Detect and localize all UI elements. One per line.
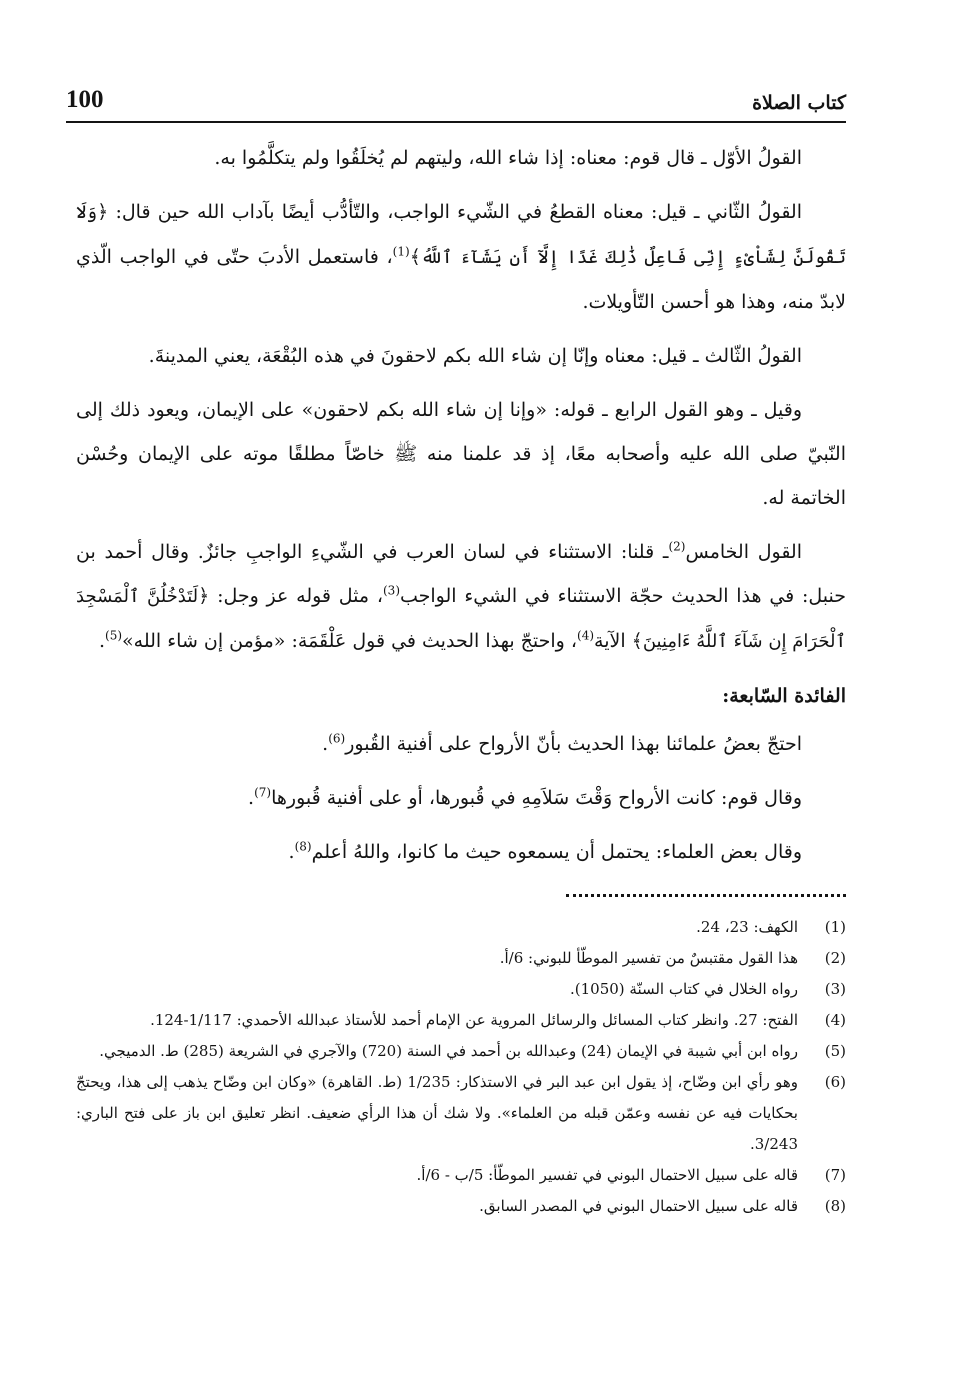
running-title: كتاب الصلاة	[752, 92, 846, 114]
footnote-text: قاله على سبيل الاحتمال البوني في تفسير الموطّأ: 5/ب - 6/أ.	[416, 1166, 798, 1184]
footnote-ref[interactable]: (2)	[668, 539, 686, 554]
section-heading: الفائدة السّابعة:	[722, 685, 846, 707]
footnote-item	[76, 1067, 846, 1160]
footnote-item	[76, 1191, 846, 1222]
footnote-text: الفتح: 27. وانظر كتاب المسائل والرسائل المروية عن الإمام أحمد للأستاذ عبدالله الأحمدي: 1/117-124.	[150, 1011, 798, 1029]
footnote-item	[76, 1160, 846, 1191]
paragraph-first-opinion	[76, 136, 846, 180]
paragraph-text: القولُ الثّاني ـ قيل: معناه القطعُ في الشّيء الواجب، والتّأدُّب أيضًا بآداب الله حين قال: ﴿	[97, 201, 802, 223]
footnote-ref[interactable]: (1)	[392, 244, 410, 259]
footnote-text: وهو رأي ابن وضّاح، إذ يقول ابن عبد البر في الاستذكار: 1/235 (ط. القاهرة) «وكان ابن وضّاح يذهب إلى هذا، ويحتجّ بحكايات فيه عن نفسه وعمّن قبله من العلماء». ولا شك أن هذا الرأي ضعيف. انظر تعليق ابن باز على فتح الباري: 3/243.	[76, 1073, 799, 1153]
paragraph-text: القول الخامس	[685, 541, 802, 563]
paragraph-fourth-opinion	[76, 388, 846, 520]
footnote-item	[76, 1036, 846, 1067]
paragraph-text: احتجّ بعضُ علمائنا بهذا الحديث بأنّ الأرواح على أفنية القُبور	[345, 733, 802, 755]
quran-verse: لَتَدْخُلُنَّ ٱلْمَسْجِدَ ٱلْحَرَامَ إِن شَآءَ ٱللَّهُ ءَامِنِينَ	[76, 586, 846, 652]
quran-bracket: ﴾	[409, 246, 421, 268]
footnote-ref[interactable]: (5)	[105, 628, 123, 643]
page-number: 100	[66, 86, 104, 113]
footnote-number: (5)	[824, 1042, 846, 1060]
footnote-number: (1)	[824, 918, 846, 936]
paragraph-second-opinion	[76, 190, 846, 324]
footnote-number: (4)	[824, 1011, 846, 1029]
footnote-ref[interactable]: (3)	[382, 583, 400, 598]
paragraph-text: ، واحتجّ بهذا الحديث في قول عَلْقَمَة: «مؤمن إن شاء الله»	[122, 630, 578, 652]
paragraph-fifth-opinion	[76, 530, 846, 664]
footnote-item	[76, 1005, 846, 1036]
paragraph-text: ﴾ الآية	[594, 630, 643, 652]
paragraph-text: وقال بعض العلماء: يحتمل أن يسمعوه حيث ما كانوا، واللهُ أعلم	[311, 841, 802, 863]
footnote-ref[interactable]: (4)	[577, 628, 595, 643]
paragraph-third-opinion	[76, 334, 846, 378]
paragraph-text: .	[322, 733, 329, 755]
footnote-ref[interactable]: (7)	[254, 785, 272, 800]
paragraph-text: وقال قوم: كانت الأرواح وَقْتَ سَلاَمِهِ في قُبورها، أو على أفنية قُبورها	[271, 787, 802, 809]
paragraph-text: .	[98, 630, 105, 652]
paragraph-text: ـ قلنا: الاستثناء في لسان العرب في الشّيءِ الواجبِ جائزٌ. وقال أحمد بن حنبل: في هذا الحديث حجّة الاستثناء في الشيء الواجب	[76, 541, 847, 607]
paragraph-seventh-benefit-1	[76, 722, 846, 766]
footnote-number: (3)	[824, 980, 846, 998]
footnote-text: هذا القول مقتبسٌ من تفسير الموطّأ للبوني: 6/أ.	[499, 949, 798, 967]
footnote-number: (8)	[824, 1197, 846, 1215]
paragraph-text: وقيل ـ وهو القول الرابع ـ قوله: «وإنا إن شاء الله بكم لاحقون» على الإيمان، ويعود ذلك إلى النّبيّ صلى الله عليه وأصحابه معًا، إذ قد علمنا منه ﷺ خاصّاً مطلقًا موته على الإيمان وحُسْن الخاتمة له.	[76, 399, 846, 509]
footnote-text: رواه ابن أبي شيبة في الإيمان (24) وعبدالله بن أحمد في السنة (720) والآجري في الشريعة (285) ط. الدميجي.	[99, 1042, 798, 1060]
footnote-item	[76, 974, 846, 1005]
paragraph-seventh-benefit-2	[76, 776, 846, 820]
paragraph-seventh-benefit-3	[76, 830, 846, 874]
footnote-number: (7)	[824, 1166, 846, 1184]
paragraph-text: ، فاستعمل الأدبَ حتّى في الواجب الّذي لابدّ منه، وهذا هو أحسن التّأويلات.	[76, 246, 846, 313]
footnote-separator	[566, 894, 846, 897]
footnote-ref[interactable]: (6)	[328, 731, 346, 746]
paragraph-text: .	[248, 787, 255, 809]
paragraph-text: القولُ الثّالث ـ قيل: معناه وإنّا إن شاء الله بكم لاحقونَ في هذه البُقْعَة، يعني المدينةَ.	[148, 345, 802, 367]
footnote-text: الكهف: 23، 24.	[696, 918, 798, 936]
quran-verse: وَلَا تَقُولَنَّ لِشَاْىْءٍ إِنِّى فَاعِلٌ ذَٰلِكَ غَدًا إِلَّآ أَن يَشَآءَ ٱللَّهُ	[76, 202, 847, 268]
page-header	[66, 80, 846, 114]
footnote-text: رواه الخلال في كتاب السنّة (1050).	[569, 980, 798, 998]
paragraph-text: القولُ الأوّل ـ قال قوم: معناه: إذا شاء الله، وليتهم لم يُخلَقُوا ولم يتكلَّمُوا به.	[214, 147, 802, 169]
header-rule	[66, 121, 846, 123]
footnote-number: (2)	[824, 949, 846, 967]
footnote-text: قاله على سبيل الاحتمال البوني في المصدر السابق.	[479, 1197, 798, 1215]
footnote-number: (6)	[824, 1073, 846, 1091]
paragraph-text: .	[288, 841, 295, 863]
footnotes	[76, 912, 846, 1222]
paragraph-text: ، مثل قوله عز وجل: ﴿	[198, 585, 383, 607]
footnote-ref[interactable]: (8)	[294, 839, 312, 854]
main-text	[76, 136, 846, 884]
footnote-item	[76, 943, 846, 974]
footnote-item	[76, 912, 846, 943]
